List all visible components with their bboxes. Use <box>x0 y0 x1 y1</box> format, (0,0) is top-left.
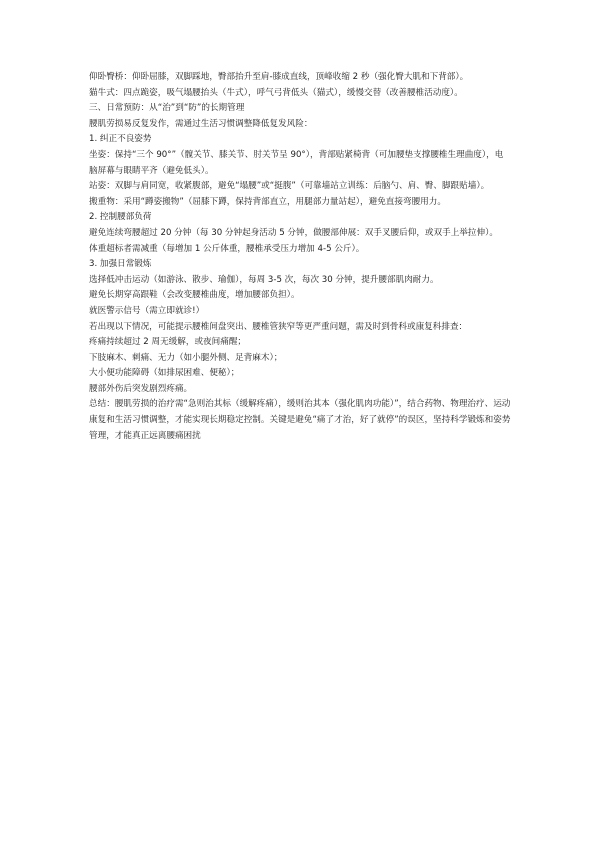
list-item-numbness: 下肢麻木、刺痛、无力（如小腿外侧、足背麻木）； <box>89 352 283 363</box>
section-heading-warning: 就医警示信号（需立即就诊!） <box>89 305 205 316</box>
list-item-trauma: 腰部外伤后突发剧烈疼痛。 <box>89 383 193 394</box>
section-heading-prevention: 三、日常预防：从“治”到“防”的长期管理 <box>89 103 245 114</box>
paragraph-weight: 体重超标者需减重（每增加 1 公斤体重，腰椎承受压力增加 4-5 公斤）。 <box>89 243 365 254</box>
paragraph-intro: 腰肌劳损易反复发作，需通过生活习惯调整降低复发风险： <box>89 118 313 129</box>
document-body <box>89 70 511 444</box>
subheading-load: 2. 控制腰部负荷 <box>89 212 152 223</box>
paragraph-bending: 避免连续弯腰超过 20 分钟（每 30 分钟起身活动 5 分钟，做腰部伸展：双手叉腰后仰，或双手上举拉伸）。 <box>89 227 498 238</box>
paragraph-heels: 避免长期穿高跟鞋（会改变腰椎曲度，增加腰部负担）。 <box>89 290 300 301</box>
paragraph-summary: 总结：腰肌劳损的治疗需“急则治其标（缓解疼痛），缓则治其本（强化肌肉功能）”，结合药物、物理治疗、运动康复和生活习惯调整，才能实现长期稳定控制。关键是避免“痛了才治，好了就停”的误区，坚持科学锻炼和姿势管理，才能真正远离腰痛困扰 <box>89 399 511 441</box>
list-item-pain: 疼痛持续超过 2 周无缓解，或夜间痛醒； <box>89 337 247 348</box>
paragraph-lifting: 搬重物：采用“蹲姿搬物”（屈膝下蹲，保持背部直立，用腿部力量站起），避免直接弯腰用力。 <box>89 196 446 207</box>
paragraph-sitting: 坐姿：保持“三个 90°”（髋关节、膝关节、肘关节呈 90°），背部贴紧椅背（可加腰垫支撑腰椎生理曲度），电脑屏幕与眼睛平齐（避免低头）。 <box>89 149 504 176</box>
subheading-posture: 1. 纠正不良姿势 <box>89 134 152 145</box>
subheading-exercise: 3. 加强日常锻炼 <box>89 259 152 270</box>
paragraph-standing: 站姿：双脚与肩同宽，收紧腹部，避免“塌腰”或“挺腹”（可靠墙站立训练：后脑勺、肩、臀、脚跟贴墙）。 <box>89 181 490 192</box>
paragraph-cat-cow: 猫牛式：四点跪姿，吸气塌腰抬头（牛式），呼气弓背低头（猫式），缓慢交替（改善腰椎活动度）。 <box>89 87 463 98</box>
paragraph-low-impact: 选择低冲击运动（如游泳、散步、瑜伽），每周 3-5 次，每次 30 分钟，提升腰部肌肉耐力。 <box>89 274 439 285</box>
paragraph-warning-intro: 若出现以下情况，可能提示腰椎间盘突出、腰椎管狭窄等更严重问题，需及时到骨科或康复科排查： <box>89 321 468 332</box>
paragraph-glute-bridge: 仰卧臀桥：仰卧屈膝，双脚踩地，臀部抬升至肩-膝成直线，顶峰收缩 2 秒（强化臀大肌和下背部）。 <box>89 72 469 82</box>
list-item-bowel: 大小便功能障碍（如排尿困难、便秘）； <box>89 368 240 379</box>
